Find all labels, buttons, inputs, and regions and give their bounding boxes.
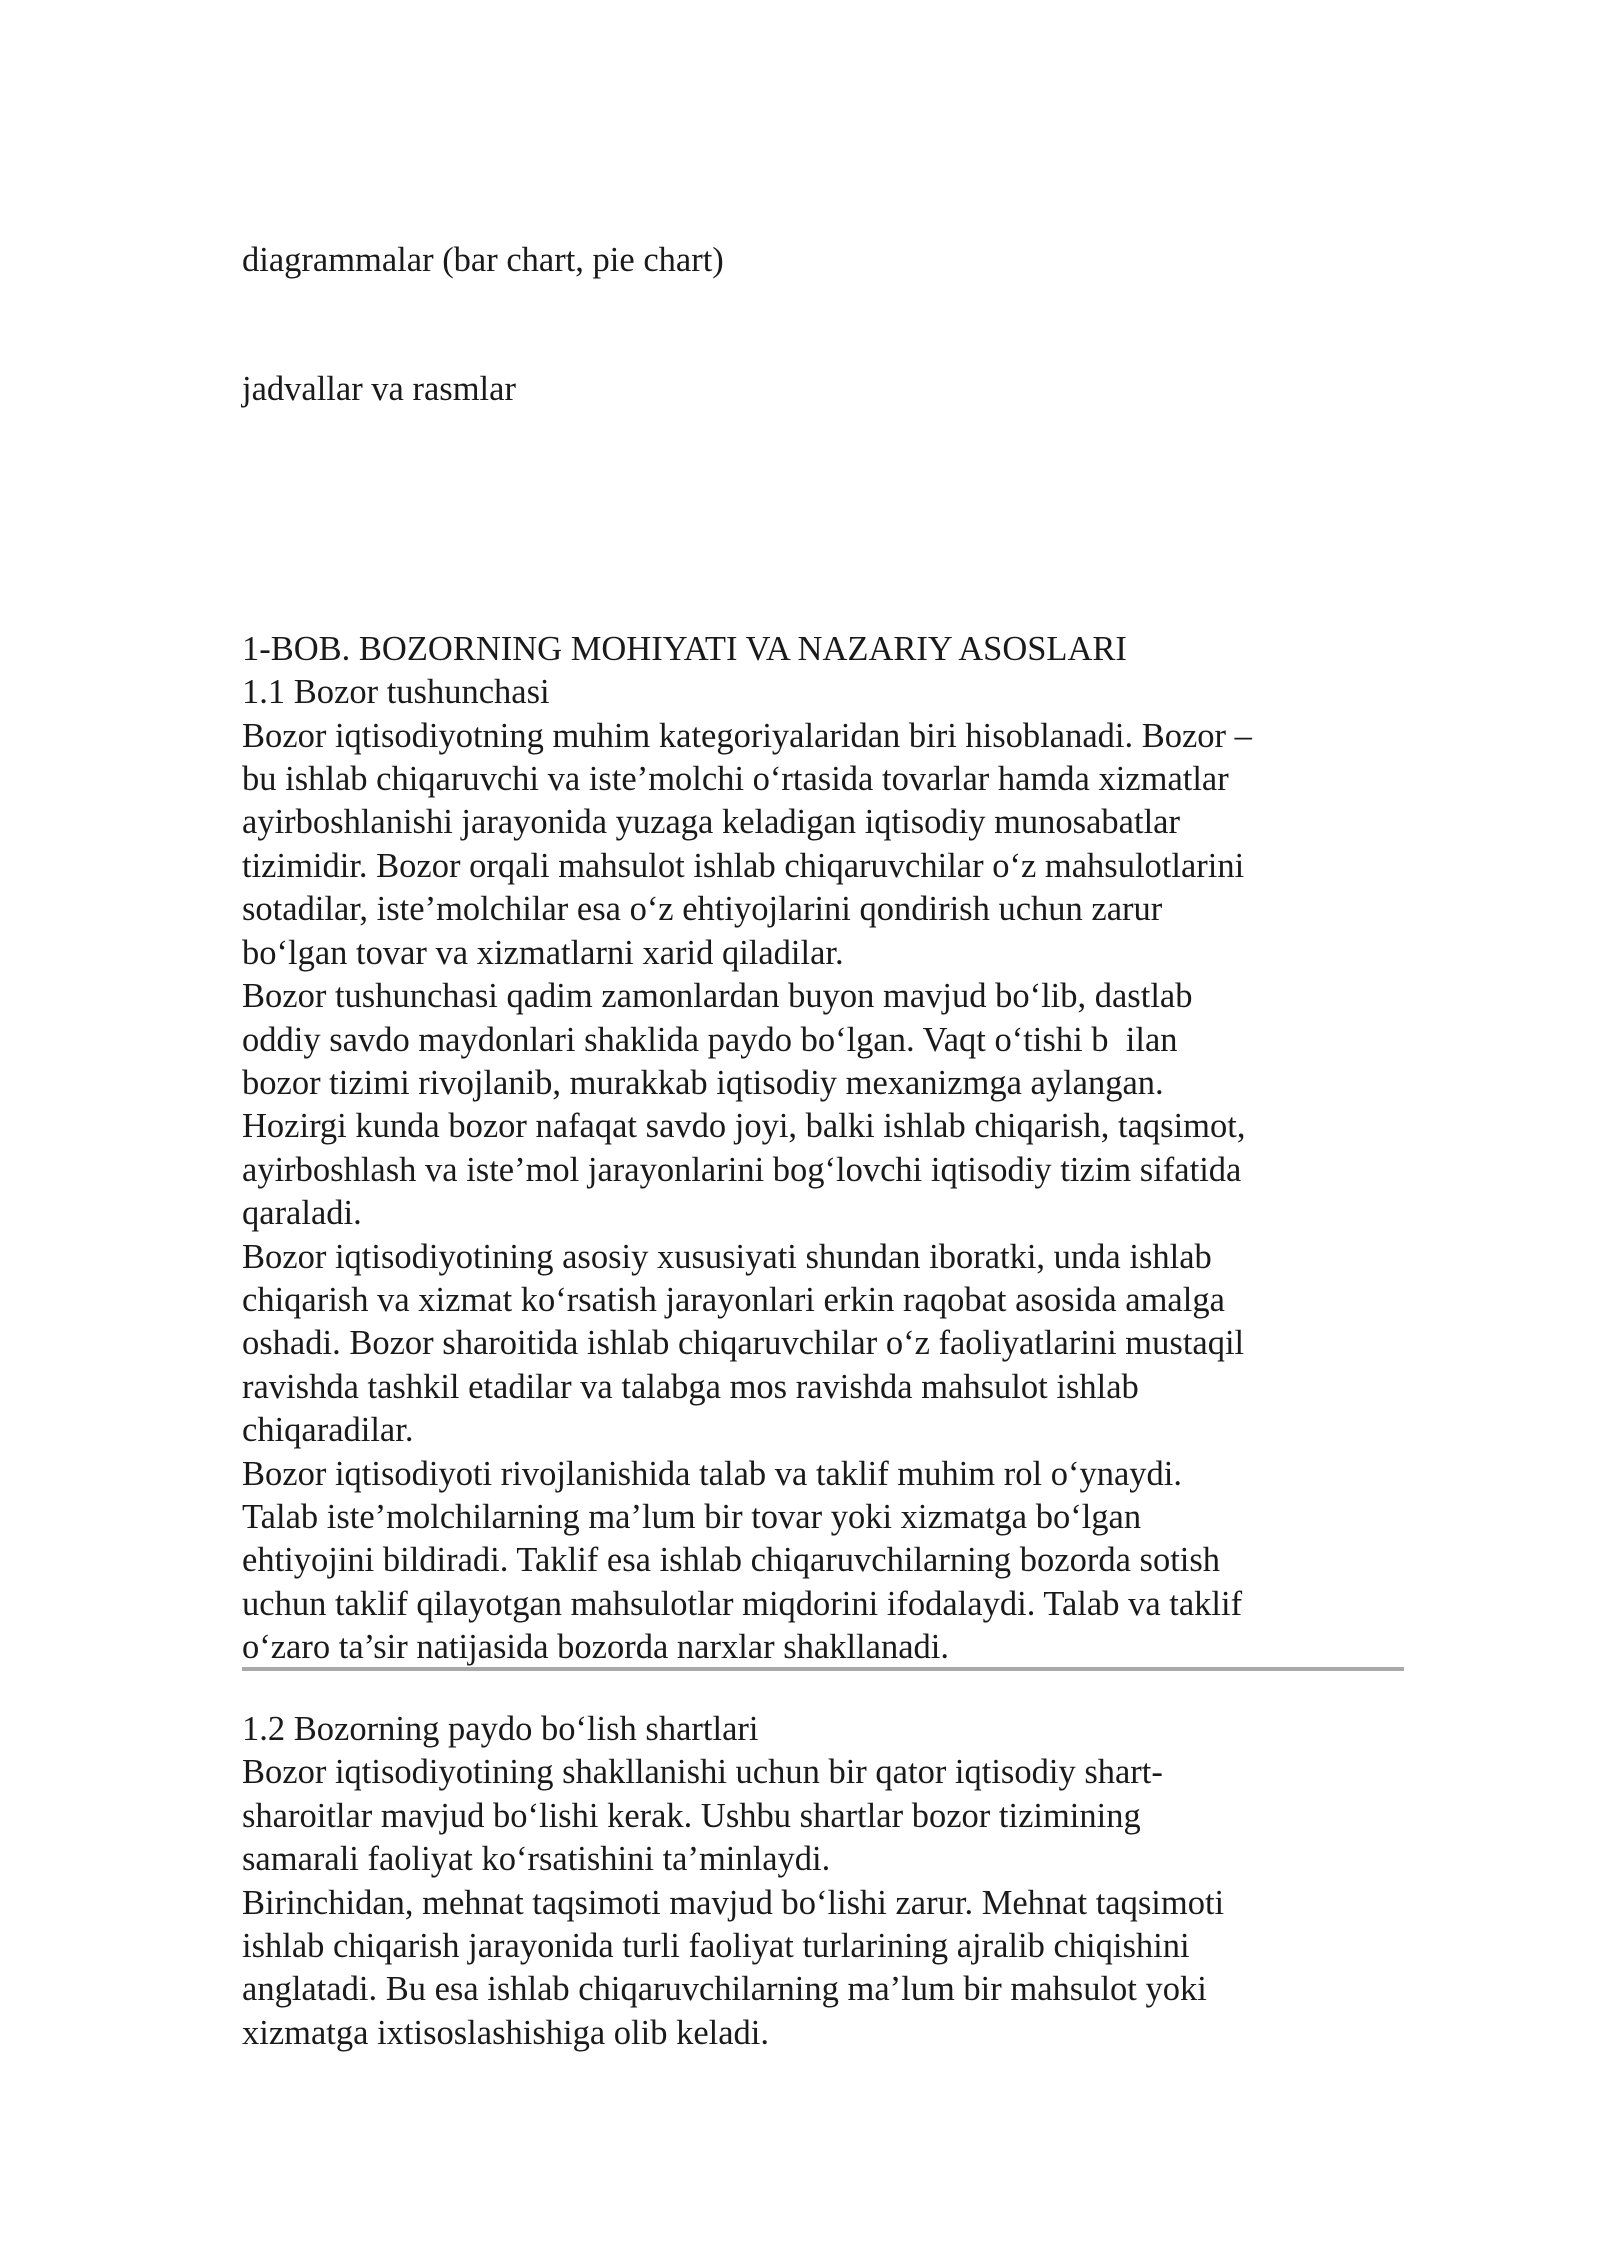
paragraph-line: oshadi. Bozor sharoitida ishlab chiqaruvchilar o‘z faoliyatlarini mustaqil: [242, 1324, 1245, 1362]
paragraph-line: chiqarish va xizmat ko‘rsatish jarayonlari erkin raqobat asosida amalga: [242, 1281, 1225, 1319]
paragraph-line: sharoitlar mavjud bo‘lishi kerak. Ushbu shartlar bozor tizimining: [242, 1797, 1141, 1835]
paragraph-line: ishlab chiqarish jarayonida turli faoliyat turlarining ajralib chiqishini: [242, 1927, 1190, 1965]
paragraph-line: sotadilar, iste’molchilar esa o‘z ehtiyojlarini qondirish uchun zarur: [242, 890, 1163, 928]
intro-line: diagrammalar (bar chart, pie chart): [242, 241, 724, 279]
paragraph-line: Bozor iqtisodiyotning muhim kategoriyalaridan biri hisoblanadi. Bozor –: [242, 717, 1252, 755]
paragraph-line: chiqaradilar.: [242, 1411, 414, 1449]
chapter-heading: 1-BOB. BOZORNING MOHIYATI VA NAZARIY ASOSLARI: [242, 630, 1127, 668]
section-1-2-heading: 1.2 Bozorning paydo bo‘lish shartlari: [242, 1710, 759, 1748]
intro-line: jadvallar va rasmlar: [242, 370, 516, 408]
paragraph-line: samarali faoliyat ko‘rsatishini ta’minlaydi.: [242, 1840, 831, 1878]
paragraph-line: Bozor iqtisodiyotining shakllanishi uchun bir qator iqtisodiy shart-: [242, 1753, 1163, 1791]
paragraph-line: Bozor iqtisodiyoti rivojlanishida talab va taklif muhim rol o‘ynaydi.: [242, 1455, 1182, 1493]
paragraph-line: Bozor tushunchasi qadim zamonlardan buyon mavjud bo‘lib, dastlab: [242, 977, 1193, 1015]
paragraph-line: Hozirgi kunda bozor nafaqat savdo joyi, balki ishlab chiqarish, taqsimot,: [242, 1107, 1246, 1145]
paragraph-line: Bozor iqtisodiyotining asosiy xususiyati shundan iboratki, unda ishlab: [242, 1238, 1212, 1276]
paragraph-line: bu ishlab chiqaruvchi va iste’molchi o‘rtasida tovarlar hamda xizmatlar: [242, 760, 1229, 798]
paragraph-line: ayirboshlanishi jarayonida yuzaga keladigan iqtisodiy munosabatlar: [242, 803, 1180, 841]
paragraph-line: anglatadi. Bu esa ishlab chiqaruvchilarning ma’lum bir mahsulot yoki: [242, 1970, 1207, 2008]
paragraph-line: ravishda tashkil etadilar va talabga mos ravishda mahsulot ishlab: [242, 1368, 1139, 1406]
paragraph-line: tizimidir. Bozor orqali mahsulot ishlab chiqaruvchilar o‘z mahsulotlarini: [242, 847, 1245, 885]
section-1-1-heading: 1.1 Bozor tushunchasi: [242, 673, 550, 711]
paragraph-line: ehtiyojini bildiradi. Taklif esa ishlab chiqaruvchilarning bozorda sotish: [242, 1541, 1221, 1579]
paragraph-line: qaraladi.: [242, 1194, 362, 1232]
paragraph-line: bo‘lgan tovar va xizmatlarni xarid qiladilar.: [242, 934, 844, 972]
paragraph-line: Talab iste’molchilarning ma’lum bir tovar yoki xizmatga bo‘lgan: [242, 1498, 1142, 1536]
paragraph-line: oddiy savdo maydonlari shaklida paydo bo‘lgan. Vaqt o‘tishi b ilan: [242, 1021, 1178, 1059]
paragraph-line: uchun taklif qilayotgan mahsulotlar miqdorini ifodalaydi. Talab va taklif: [242, 1585, 1243, 1623]
paragraph-line: ayirboshlash va iste’mol jarayonlarini bog‘lovchi iqtisodiy tizim sifatida: [242, 1151, 1242, 1189]
horizontal-divider: [242, 1667, 1404, 1671]
paragraph-line: xizmatga ixtisoslashishiga olib keladi.: [242, 2014, 770, 2052]
paragraph-line: bozor tizimi rivojlanib, murakkab iqtisodiy mexanizmga aylangan.: [242, 1064, 1164, 1102]
paragraph-line: o‘zaro ta’sir natijasida bozorda narxlar shakllanadi.: [242, 1628, 949, 1666]
paragraph-line: Birinchidan, mehnat taqsimoti mavjud bo‘lishi zarur. Mehnat taqsimoti: [242, 1884, 1225, 1922]
